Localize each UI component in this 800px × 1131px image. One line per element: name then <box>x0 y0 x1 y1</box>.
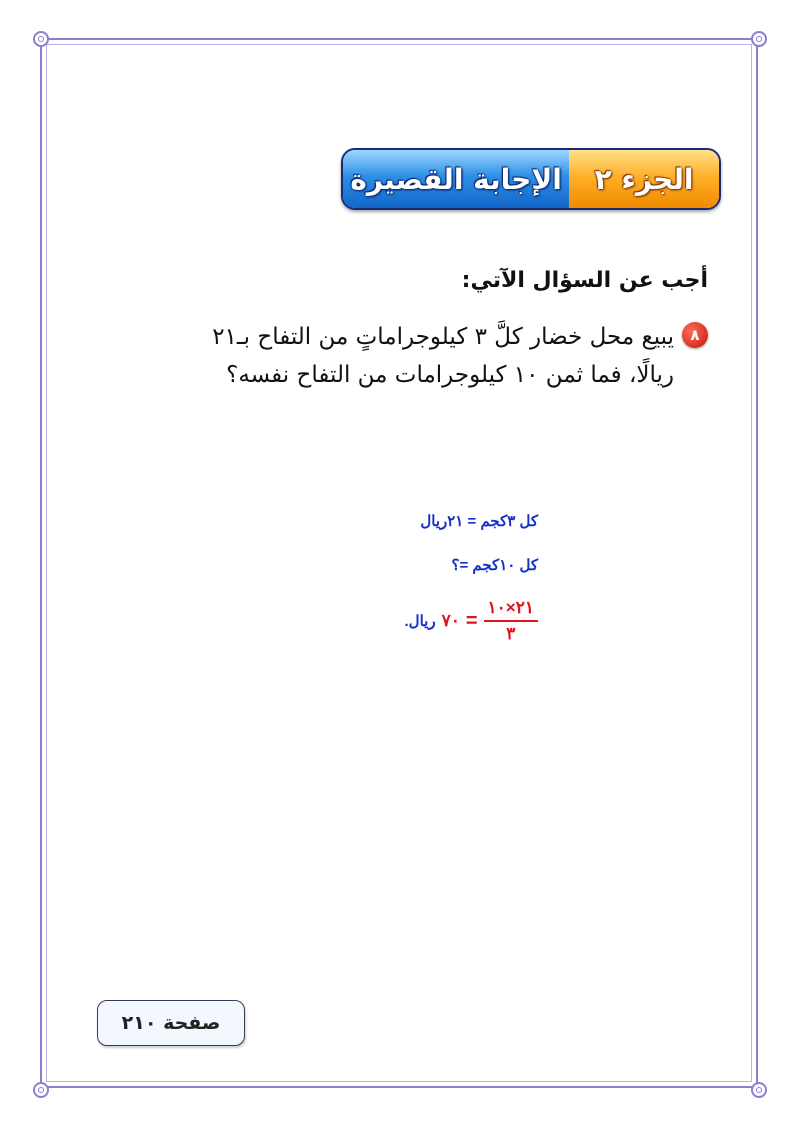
equals-sign: = <box>465 609 478 632</box>
question-number-badge: ٨ <box>682 322 708 348</box>
page-number-box <box>97 1000 245 1046</box>
corner-ornament-icon <box>33 1082 49 1098</box>
fraction <box>484 598 538 644</box>
question-text: يبيع محل خضار كلَّ ٣ كيلوجراماتٍ من التفاح بـ٢١ ريالًا، فما ثمن ١٠ كيلوجرامات من التفاح نفسه؟ <box>212 324 674 388</box>
corner-ornament-icon <box>751 31 767 47</box>
answer-formula <box>405 598 538 644</box>
instruction-heading: أجب عن السؤال الآتي: <box>461 268 708 293</box>
question-block <box>188 318 708 394</box>
fraction-numerator: ٢١×١٠ <box>484 598 538 622</box>
section-banner <box>341 148 721 210</box>
answer-line-2: كل ١٠كجم =؟ <box>451 557 538 574</box>
page-number-label: صفحة ٢١٠ <box>121 1012 221 1034</box>
answer-unit: ريال. <box>404 613 436 630</box>
corner-ornament-icon <box>33 31 49 47</box>
answer-result: ٧٠ <box>441 611 460 630</box>
corner-ornament-icon <box>751 1082 767 1098</box>
answer-line-1: كل ٣كجم = ٢١ريال <box>420 513 538 530</box>
banner-part-panel <box>569 150 719 208</box>
banner-part-label: الجزء ٢ <box>594 162 694 196</box>
banner-title: الإجابة القصيرة <box>350 162 562 196</box>
banner-title-panel <box>343 150 569 208</box>
fraction-denominator: ٣ <box>506 624 516 643</box>
